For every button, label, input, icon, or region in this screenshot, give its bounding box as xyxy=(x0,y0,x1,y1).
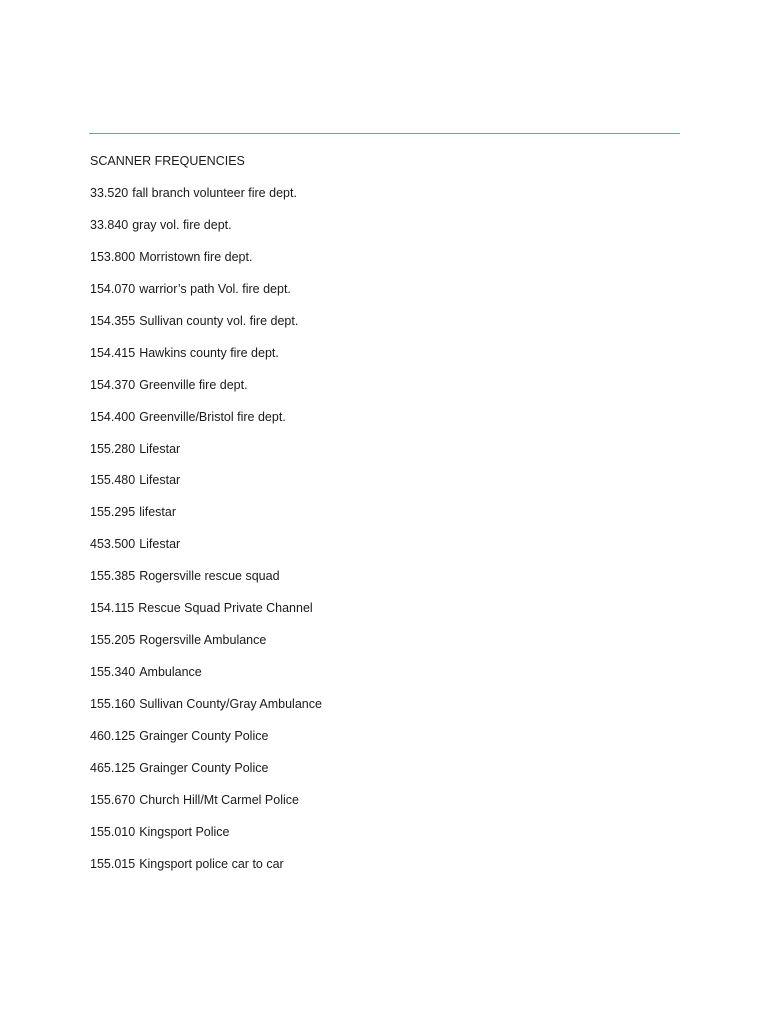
frequency-label: Hawkins county fire dept. xyxy=(139,345,279,360)
frequency-label: Ambulance xyxy=(139,665,202,680)
frequency-label: Kingsport Police xyxy=(139,824,230,839)
frequency-label: Rescue Squad Private Channel xyxy=(138,601,313,616)
frequency-label: Grainger County Police xyxy=(139,760,269,775)
frequency-list xyxy=(90,185,322,888)
frequency-label: Lifestar xyxy=(139,441,181,456)
frequency-value: 154.070 xyxy=(90,281,136,296)
frequency-entry xyxy=(90,792,322,824)
frequency-value: 154.115 xyxy=(90,601,135,616)
frequency-entry xyxy=(90,632,322,664)
frequency-label: Lifestar xyxy=(139,473,181,488)
frequency-value: 155.295 xyxy=(90,505,136,520)
frequency-label: Rogersville Ambulance xyxy=(139,633,267,648)
frequency-value: 460.125 xyxy=(90,728,136,743)
frequency-value: 155.670 xyxy=(90,792,136,807)
frequency-entry xyxy=(90,409,322,441)
frequency-entry xyxy=(90,249,322,281)
frequency-label: Lifestar xyxy=(139,537,181,552)
frequency-label: Rogersville rescue squad xyxy=(139,569,280,584)
frequency-value: 155.385 xyxy=(90,569,136,584)
frequency-value: 154.415 xyxy=(90,345,136,360)
frequency-value: 153.800 xyxy=(90,249,136,264)
frequency-label: Morristown fire dept. xyxy=(139,249,253,264)
frequency-entry xyxy=(90,696,322,728)
frequency-entry xyxy=(90,600,322,632)
frequency-value: 155.205 xyxy=(90,633,136,648)
frequency-entry xyxy=(90,664,322,696)
frequency-entry xyxy=(90,441,322,473)
frequency-value: 155.280 xyxy=(90,441,136,456)
frequency-value: 453.500 xyxy=(90,537,136,552)
frequency-label: gray vol. fire dept. xyxy=(132,217,232,232)
frequency-entry xyxy=(90,824,322,856)
frequency-label: lifestar xyxy=(139,505,177,520)
frequency-label: Church Hill/Mt Carmel Police xyxy=(139,792,299,807)
frequency-entry xyxy=(90,728,322,760)
frequency-value: 33.840 xyxy=(90,217,129,232)
frequency-entry xyxy=(90,760,322,792)
page-title: SCANNER FREQUENCIES xyxy=(90,154,245,168)
frequency-entry xyxy=(90,185,322,217)
frequency-value: 154.355 xyxy=(90,313,136,328)
frequency-value: 33.520 xyxy=(90,186,129,200)
frequency-value: 155.340 xyxy=(90,665,136,680)
frequency-entry xyxy=(90,313,322,345)
frequency-value: 465.125 xyxy=(90,760,136,775)
frequency-label: Sullivan county vol. fire dept. xyxy=(139,313,299,328)
frequency-entry xyxy=(90,536,322,568)
frequency-value: 155.160 xyxy=(90,697,136,711)
frequency-entry xyxy=(90,504,322,536)
frequency-entry xyxy=(90,377,322,409)
frequency-label: Sullivan County/Gray Ambulance xyxy=(139,697,322,711)
frequency-value: 154.400 xyxy=(90,409,136,424)
frequency-value: 155.480 xyxy=(90,473,136,488)
frequency-entry xyxy=(90,281,322,313)
frequency-value: 155.010 xyxy=(90,824,136,839)
frequency-value: 154.370 xyxy=(90,377,136,392)
frequency-label: warrior’s path Vol. fire dept. xyxy=(139,281,291,296)
frequency-label: fall branch volunteer fire dept. xyxy=(132,186,297,200)
frequency-label: Grainger County Police xyxy=(139,728,269,743)
frequency-label: Kingsport police car to car xyxy=(139,856,284,871)
frequency-entry xyxy=(90,472,322,504)
frequency-entry xyxy=(90,856,322,888)
frequency-entry xyxy=(90,568,322,600)
frequency-entry xyxy=(90,345,322,377)
frequency-entry xyxy=(90,217,322,249)
frequency-value: 155.015 xyxy=(90,856,136,871)
frequency-label: Greenville/Bristol fire dept. xyxy=(139,409,286,424)
frequency-label: Greenville fire dept. xyxy=(139,377,248,392)
header-rule xyxy=(89,133,680,134)
